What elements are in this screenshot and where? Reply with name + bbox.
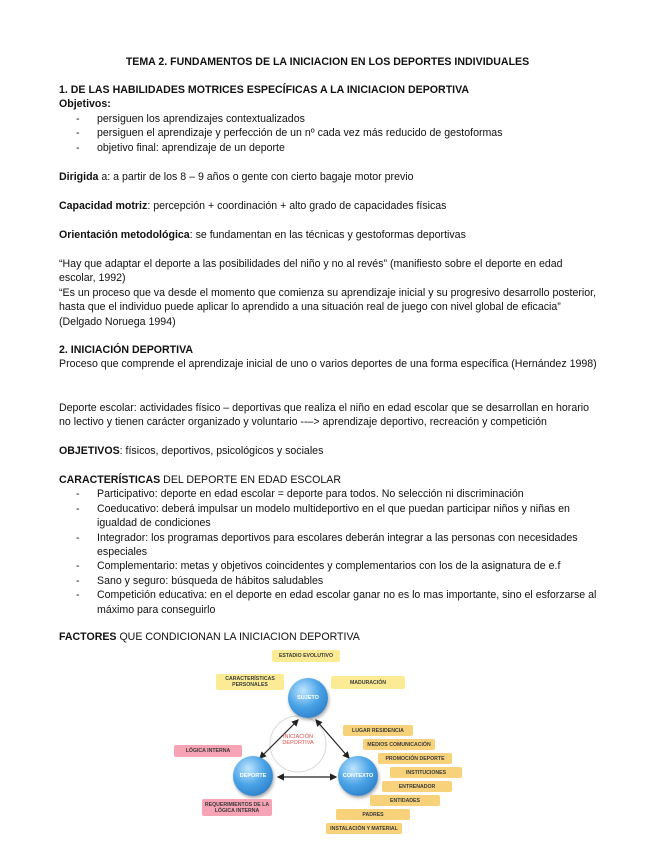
factor-instalacion-material: INSTALACIÓN Y MATERIAL (326, 823, 402, 834)
factor-estadio-evolutivo: ESTADIO EVOLUTIVO (272, 650, 340, 662)
dirigida-label: Dirigida (59, 171, 99, 183)
factors-diagram (168, 648, 493, 838)
factor-promocion-deporte: PROMOCIÓN DEPORTE (378, 753, 452, 764)
factor-padres: PADRES (336, 809, 410, 820)
dirigida-text: a: a partir de los 8 – 9 años o gente con cierto bagaje motor previo (98, 171, 414, 183)
objetivos-paragraph (59, 444, 599, 458)
node-contexto: CONTEXTO (338, 756, 378, 796)
capacidad-paragraph (59, 199, 599, 213)
section-2 (59, 343, 599, 372)
section-2-heading: 2. INICIACIÓN DEPORTIVA (59, 344, 194, 356)
factor-entrenador: ENTRENADOR (382, 781, 452, 792)
capacidad-text: : percepción + coordinación + alto grado de capacidades físicas (147, 200, 447, 212)
factor-medios-comunicacion: MEDIOS COMUNICACIÓN (363, 739, 435, 750)
deporte-escolar: Deporte escolar: actividades físico – deportivas que realiza el niño en edad escolar que se desarrollan en horario no lectivo y tienen carácter organizado y voluntario --–> aprendizaje deportivo, recreación y competición (59, 402, 590, 429)
factor-maduracion: MADURACIÓN (331, 676, 405, 689)
orientacion-label: Orientación metodológica (59, 229, 190, 241)
caracteristicas-label: CARACTERÍSTICAS (59, 474, 161, 486)
factor-entidades: ENTIDADES (370, 795, 440, 806)
factor-instituciones: INSTITUCIONES (390, 767, 462, 778)
caracteristicas-section (59, 473, 599, 617)
caracteristicas-list (59, 487, 599, 617)
list-item: - Complementario: metas y objetivos coincidentes y complementarios con los de la asignatura de e.f (59, 559, 599, 573)
list-item: - Competición educativa: en el deporte en edad escolar ganar no es lo mas importante, sino el esforzarse al máximo para conseguirlo (59, 588, 599, 617)
quotes (59, 257, 599, 329)
list-item: - Coeducativo: deberá impulsar un modelo multideportivo en el que puedan participar niños y niñas en igualdad de condiciones (59, 502, 599, 531)
orientacion-text: : se fundamentan en las técnicas y gestoformas deportivas (189, 229, 466, 241)
document-title: TEMA 2. FUNDAMENTOS DE LA INICIACION EN LOS DEPORTES INDIVIDUALES (125, 56, 530, 68)
factor-caracteristicas-personales: CARACTERÍSTICAS PERSONALES (216, 674, 284, 690)
factor-lugar-residencia: LUGAR RESIDENCIA (343, 725, 413, 736)
node-sujeto: SUJETO (288, 678, 328, 718)
factores-label: FACTORES (59, 631, 117, 643)
center-label: INICIACIÓN DEPORTIVA (282, 734, 314, 747)
list-item: - persiguen los aprendizajes contextualizados (59, 112, 599, 126)
list-item: - Sano y seguro: búsqueda de hábitos saludables (59, 574, 599, 588)
section-1-heading: 1. DE LAS HABILIDADES MOTRICES ESPECÍFICAS A LA INICIACION DEPORTIVA (59, 84, 470, 96)
section-1 (59, 83, 599, 155)
list-item: - objetivo final: aprendizaje de un deporte (59, 141, 599, 155)
list-item: - persiguen el aprendizaje y perfección de un nº cada vez más reducido de gestoformas (59, 126, 599, 140)
objetivos-label: OBJETIVOS (59, 445, 120, 457)
capacidad-label: Capacidad motriz (59, 200, 148, 212)
objectives-list (59, 112, 599, 155)
quote-1: “Hay que adaptar el deporte a las posibilidades del niño y no al revés” (manifiesto sobre el deporte en edad escolar, 1992) (59, 258, 563, 285)
factor-requerimientos: REQUERIMIENTOS DE LA LÓGICA INTERNA (202, 799, 272, 816)
deporte-escolar-paragraph (59, 401, 599, 430)
definition: Proceso que comprende el aprendizaje inicial de uno o varios deportes de una forma específica (Hernández 1998) (59, 358, 597, 371)
quote-2: “Es un proceso que va desde el momento que comienza su aprendizaje inicial y su progresivo desarrollo posterior, hasta que el individuo puede aplicar lo aprendido a una situación real de juego con nivel global de eficacia” (Delgado Noruega 1994) (59, 286, 597, 328)
caracteristicas-text: DEL DEPORTE EN EDAD ESCOLAR (160, 474, 341, 486)
objectives-label: Objetivos: (59, 98, 111, 111)
dirigida-paragraph (59, 170, 599, 184)
factores-text: QUE CONDICIONAN LA INICIACION DEPORTIVA (116, 631, 360, 643)
objetivos-text: : físicos, deportivos, psicológicos y sociales (119, 445, 324, 457)
factores-heading (59, 630, 599, 644)
factor-logica-interna: LÓGICA INTERNA (174, 745, 242, 757)
list-item: - Participativo: deporte en edad escolar = deporte para todos. No selección ni discriminación (59, 487, 599, 501)
list-item: - Integrador: los programas deportivos para escolares deberán integrar a las personas con necesidades especiales (59, 531, 599, 560)
orientacion-paragraph (59, 228, 599, 242)
node-deporte: DEPORTE (233, 756, 273, 796)
